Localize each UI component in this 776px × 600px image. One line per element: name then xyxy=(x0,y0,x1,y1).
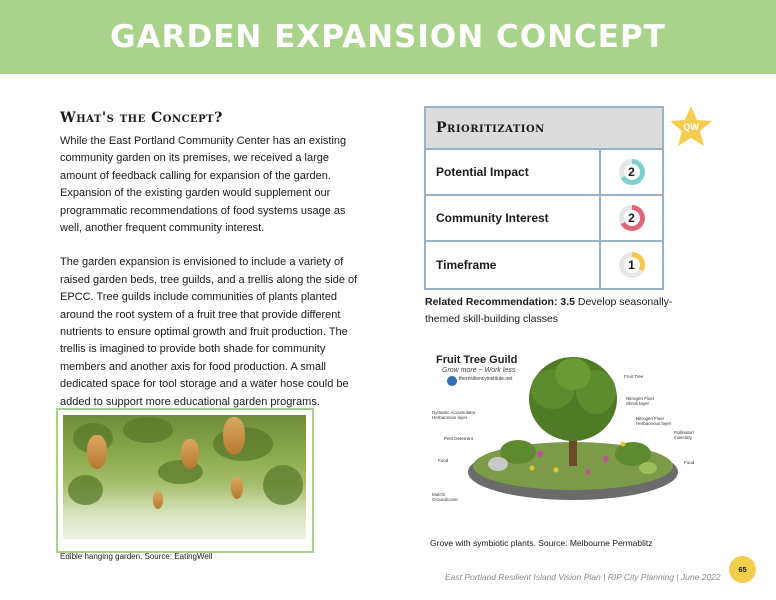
guild-caption: Grove with symbiotic plants. Source: Melbourne Permablitz xyxy=(430,538,653,548)
footer-text: East Portland Resilient Island Vision Plan | RIP City Planning | June 2022 xyxy=(445,572,721,582)
guild-subtitle: Grow more ~ Work less xyxy=(442,367,516,374)
potential-impact-score-ring xyxy=(619,159,645,185)
related-recommendation-text: Develop seasonally-themed skill-building classes xyxy=(425,296,673,325)
concept-paragraph-1: While the East Portland Community Center has an existing community garden on its premises, we received a large amount of feedback calling for expansion of the garden. Expansion of the existing garden would supplement our programmatic recommendations of food systems usage as well, another frequent community interest. xyxy=(60,135,347,235)
guild-title: Fruit Tree Guild xyxy=(436,354,518,366)
prioritization-table xyxy=(424,106,664,290)
prioritization-row xyxy=(426,196,662,242)
related-recommendation xyxy=(425,294,685,328)
related-recommendation-prefix: Related Recommendation: 3.5 xyxy=(425,296,575,308)
label-nitrogen-herb: Nitrogen Fixer Herbaceous layer xyxy=(636,416,672,426)
photo-caption: Edible hanging garden. Source: EatingWell xyxy=(60,552,213,561)
prioritization-header xyxy=(426,108,662,150)
timeframe-score: 1 xyxy=(624,257,640,273)
community-interest-score: 2 xyxy=(624,210,640,226)
prioritization-row xyxy=(426,150,662,196)
potential-impact-score: 2 xyxy=(624,164,640,180)
hanging-garden-photo xyxy=(63,415,306,539)
label-food-left: Food xyxy=(438,458,449,463)
timeframe-score-ring xyxy=(619,252,645,278)
timeframe-label: Timeframe xyxy=(426,242,601,288)
community-interest-score-ring xyxy=(619,205,645,231)
label-pest-deterrent: Pest Deterrent xyxy=(444,436,474,441)
label-food-right: Food xyxy=(684,460,695,465)
title-banner xyxy=(0,0,776,74)
prioritization-title: Prioritization xyxy=(436,120,545,136)
garden-photo-frame xyxy=(56,408,314,553)
concept-paragraph-2: The garden expansion is envisioned to include a variety of raised garden beds, tree guilds, and a trellis along the side of EPCC. Tree guilds include communities of plants planted around the root system of a fruit tree that provide different nutrients to ensure optimal growth and fruit production. The trellis is imagined to provide both shade for community members and another axis for food production. A small dedicated space for tool storage and a water hose could be added to support more educational garden programs. xyxy=(60,256,358,408)
label-mulch: Mulch/ Groundcover xyxy=(432,492,459,502)
page-number: 65 xyxy=(729,556,756,583)
quick-win-badge-label: QW xyxy=(683,122,699,132)
label-nitrogen-shrub: Nitrogen Fixer Shrub layer xyxy=(626,396,655,406)
fruit-tree-guild-diagram xyxy=(428,344,700,510)
guild-site: theresiliencyinstitute.net xyxy=(459,376,513,382)
concept-heading: What's the Concept? xyxy=(60,110,223,126)
label-pollinator: Pollinator/ Insectary xyxy=(674,430,695,440)
label-fruit-tree: Fruit Tree xyxy=(624,374,644,379)
label-dynamic-accumulator: Dynamic Accumulator Herbaceous layer xyxy=(432,410,476,420)
prioritization-row xyxy=(426,242,662,288)
page-title: GARDEN EXPANSION CONCEPT xyxy=(110,19,666,55)
potential-impact-label: Potential Impact xyxy=(426,150,601,194)
community-interest-label: Community Interest xyxy=(426,196,601,240)
concept-body xyxy=(60,133,360,411)
